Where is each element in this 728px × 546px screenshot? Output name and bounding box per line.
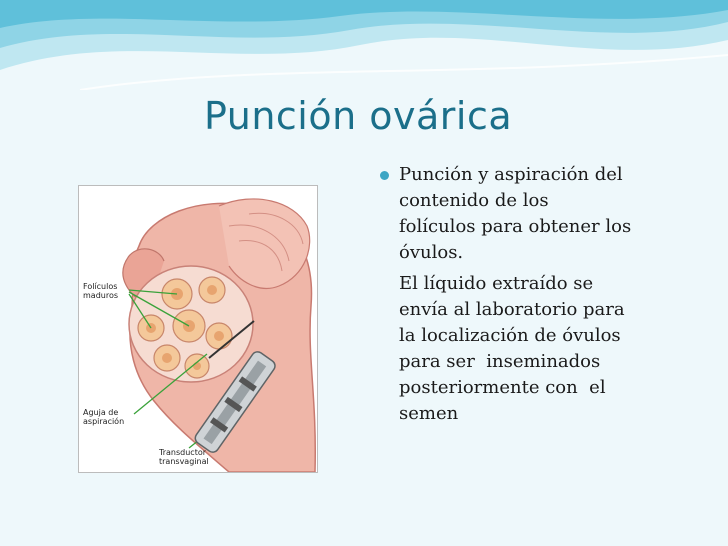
header-wave-decoration xyxy=(0,0,728,90)
bullet-list xyxy=(380,162,700,432)
ovarian-puncture-illustration xyxy=(78,185,318,473)
label-aspiration-needle: Aguja de aspiración xyxy=(83,408,125,426)
slide-title: Punción ovárica xyxy=(204,94,513,138)
bullet-dot-icon xyxy=(380,171,389,180)
label-transvaginal-transducer: Transductor transvaginal xyxy=(159,448,209,466)
paragraph-item: El líquido extraído se envía al laboratorio para la localización de óvulos para ser inseminados posteriormente con el semen xyxy=(399,273,625,424)
bullet-item: Punción y aspiración del contenido de los folículos para obtener los óvulos. xyxy=(380,162,700,266)
label-mature-follicles: Folículos maduros xyxy=(83,282,119,300)
